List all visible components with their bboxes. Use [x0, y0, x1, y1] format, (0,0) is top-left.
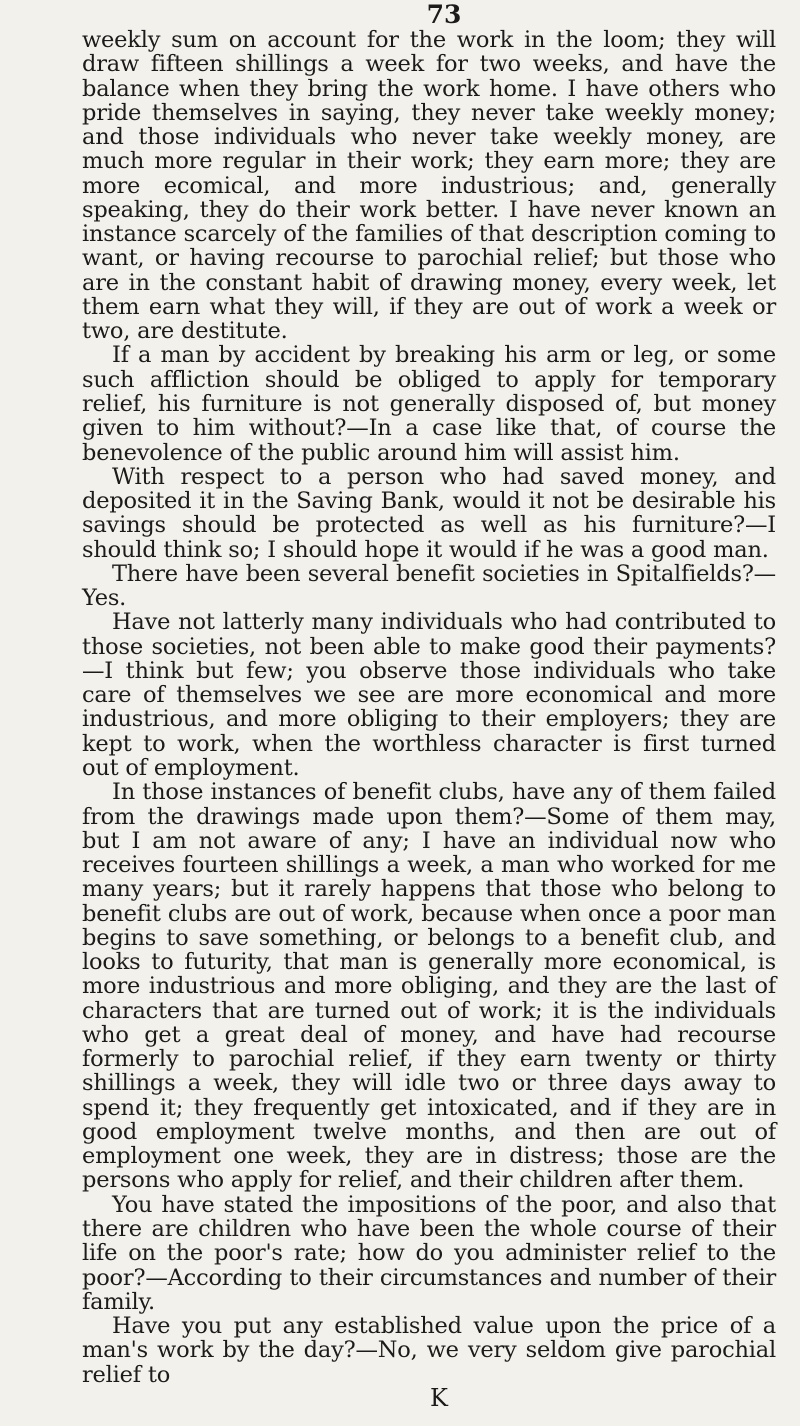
paragraph: Have you put any established value upon the price of a man's work by the day?—No, we very seldom give parochial relief to: [82, 1313, 776, 1388]
page-number: 73: [426, 0, 462, 29]
paragraph: weekly sum on account for the work in the loom; they will draw fifteen shillings a week for two weeks, and have the balance when they bring the work home. I have others who pride themselves in saying, they never take weekly money; and those individuals who never take weekly money, are much more regular in their work; they earn more; they are more ecomical, and more industrious; and, generally speaking, they do their work better. I have never known an instance scarcely of the families of that description coming to want, or having recourse to parochial relief; but those who are in the constant habit of drawing money, every week, let them earn what they will, if they are out of work a week or two, are destitute.: [82, 27, 776, 345]
signature-mark: K: [430, 1383, 448, 1412]
paragraph: You have stated the impositions of the poor, and also that there are children who have been the whole course of their life on the poor's rate; how do you administer relief to the poor?—According to their circumstances and number of their family.: [82, 1191, 776, 1315]
paragraph: In those instances of benefit clubs, have any of them failed from the drawings made upon them?—Some of them may, but I am not aware of any; I have an individual now who receives fourteen shillings a week, a man who worked for me many years; but it rarely happens that those who belong to benefit clubs are out of work, because when once a poor man begins to save something, or belongs to a benefit club, and looks to futurity, that man is generally more economical, is more industrious and more obliging, and they are the last of characters that are turned out of work; it is the individuals who get a great deal of money, and have had recourse formerly to parochial relief, if they earn twenty or thirty shillings a week, they will idle two or three days away to spend it; they frequently get intoxicated, and if they are in good employment twelve months, and then are out of employment one week, they are in distress; those are the persons who apply for relief, and their children after them.: [82, 779, 776, 1194]
paragraph: With respect to a person who had saved money, and deposited it in the Saving Bank, would it not be desirable his savings should be protected as well as his furniture?—I should think so; I should hope it would if he was a good man.: [82, 463, 776, 563]
body-text: [82, 28, 776, 1387]
paragraph: If a man by accident by breaking his arm or leg, or some such affliction should be obliged to apply for temporary relief, his furniture is not generally disposed of, but money given to him without?—In a case like that, of course the benevolence of the public around him will assist him.: [82, 342, 776, 466]
paragraph: Have not latterly many individuals who had contributed to those societies, not been able to make good their payments?—I think but few; you observe those individuals who take care of themselves we see are more economical and more industrious, and more obliging to their employers; they are kept to work, when the worthless character is first turned out of employment.: [82, 609, 776, 781]
paragraph: There have been several benefit societies in Spitalfields?—Yes.: [82, 560, 776, 612]
